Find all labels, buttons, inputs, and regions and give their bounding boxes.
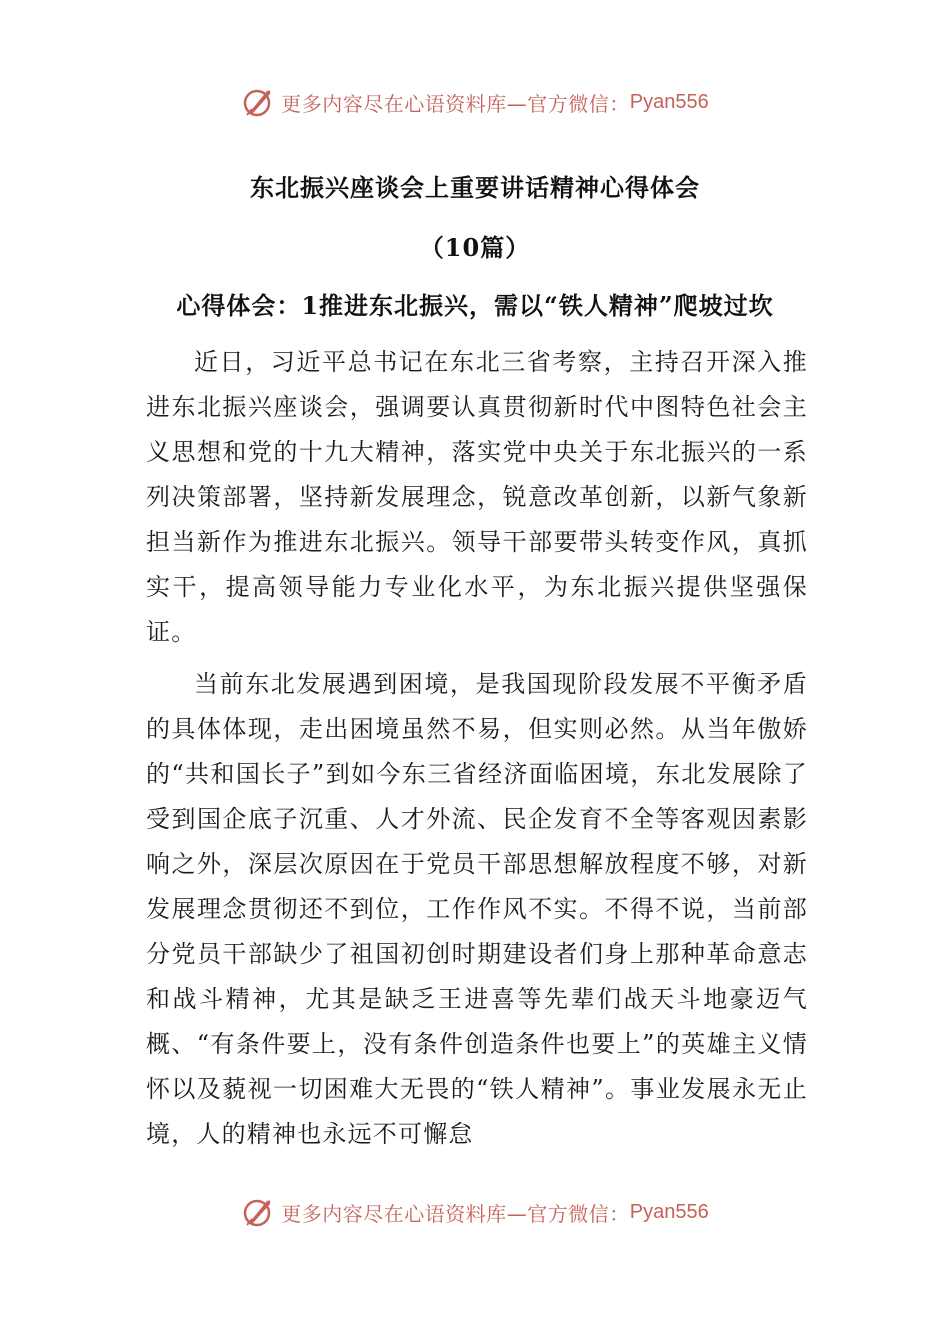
document-title: 东北振兴座谈会上重要讲话精神心得体会 (250, 173, 700, 202)
body-paragraph-2: 当前东北发展遇到困境，是我国现阶段发展不平衡矛盾的具体体现，走出困境虽然不易，但实则必然。从当年傲娇的“共和国长子”到如今东三省经济面临困境，东北发展除了受到国企底子沉重、人才外流、民企发育不全等客观因素影响之外，深层次原因在于党员干部思想解放程度不够，对新发展理念贯彻还不到位，工作作风不实。不得不说，当前部分党员干部缺少了祖国初创时期建设者们身上那种革命意志和战斗精神，尤其是缺乏王进喜等先辈们战天斗地豪迈气概、“有条件要上，没有条件创造条件也要上”的英雄主义情怀以及藐视一切困难大无畏的“铁人精神”。事业发展永无止境，人的精神也永远不可懈怠 (146, 670, 808, 1148)
document-count: （10篇） (419, 233, 531, 262)
section-subtitle: 心得体会：1推进东北振兴，需以“铁人精神”爬坡过坎 (176, 291, 774, 320)
footer-banner-text: 更多内容尽在心语资料库—官方微信： (281, 1201, 630, 1226)
quill-logo-icon (241, 1195, 275, 1229)
header-banner-id: Pyan556 (629, 90, 709, 113)
footer-banner-id: Pyan556 (629, 1200, 709, 1223)
body-paragraph-1: 近日，习近平总书记在东北三省考察，主持召开深入推进东北振兴座谈会，强调要认真贯彻新时代中图特色社会主义思想和党的十九大精神，落实党中央关于东北振兴的一系列决策部署，坚持新发展理念，锐意改革创新，以新气象新担当新作为推进东北振兴。领导干部要带头转变作风，真抓实干，提高领导能力专业化水平，为东北振兴提供坚强保证。 (146, 348, 808, 646)
footer-watermark-banner (0, 1192, 950, 1232)
header-watermark-banner (0, 82, 950, 122)
header-banner-text: 更多内容尽在心语资料库—官方微信： (281, 91, 630, 116)
quill-logo-icon (241, 85, 275, 119)
